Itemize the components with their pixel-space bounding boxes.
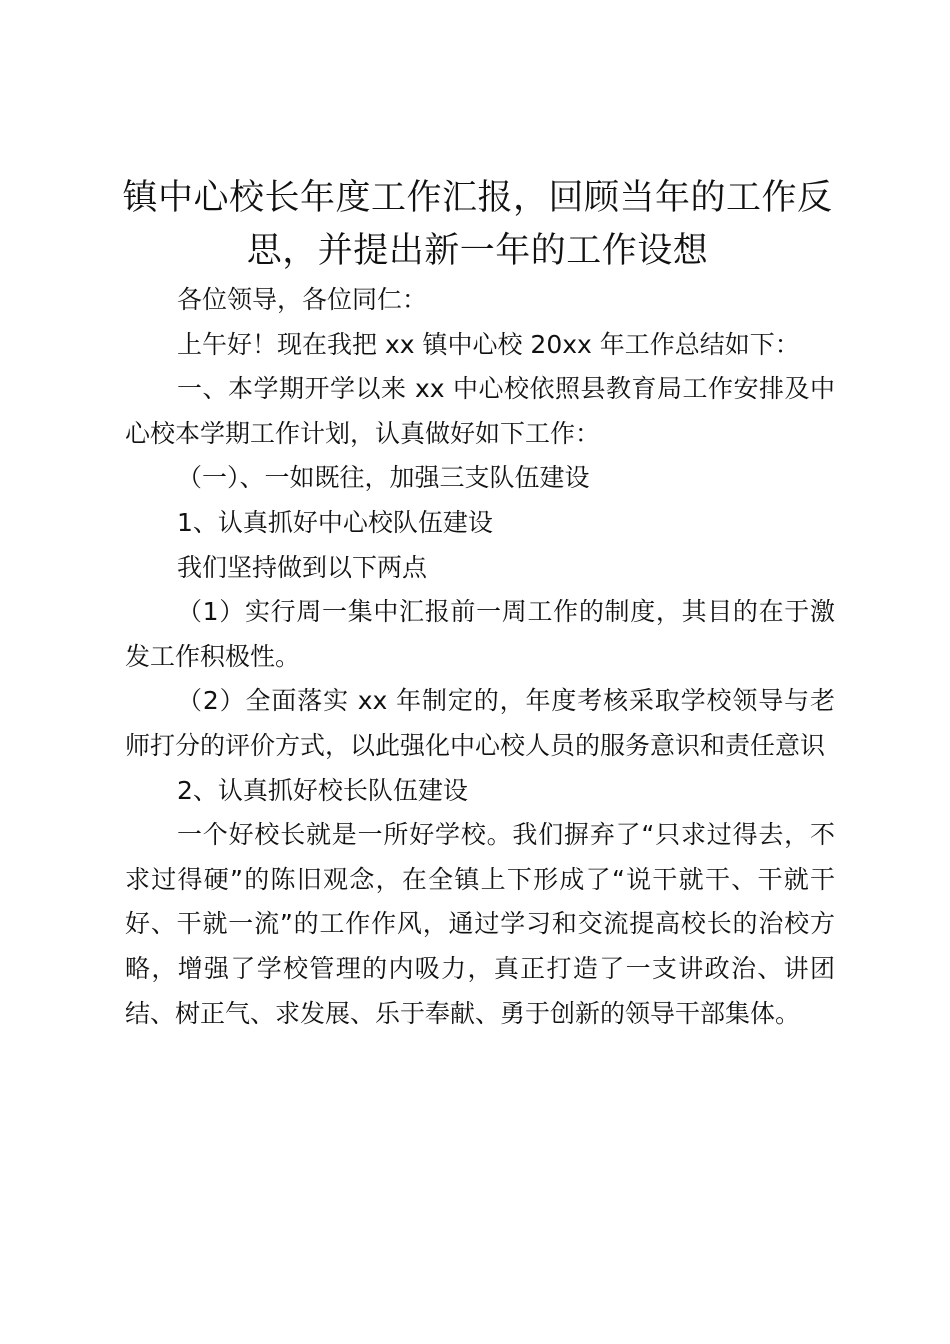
paragraph-two-points: 我们坚持做到以下两点 [177,552,428,582]
paragraph-item-one: 1、认真抓好中心校队伍建设 [177,507,493,537]
paragraph-point-one: （1）实行周一集中汇报前一周工作的制度，其目的在于激发工作积极性。 [125,597,835,671]
paragraph-point-two: （2）全面落实 xx 年制定的，年度考核采取学校领导与老师打分的评价方式，以此强化中心校人员的服务意识和责任意识 [125,686,835,760]
paragraph-principal-team: 一个好校长就是一所好学校。我们摒弃了“只求过得去，不求过得硬”的陈旧观念，在全镇上下形成了“说干就干、干就干好、干就一流”的工作作风，通过学习和交流提高校长的治校方略，增强了学校管理的内吸力，真正打造了一支讲政治、讲团结、树正气、求发展、乐于奉献、勇于创新的领导干部集体。 [125,820,835,1028]
document-body [125,278,835,1036]
paragraph-subsection-one: （一）、一如既往，加强三支队伍建设 [177,463,590,493]
document-title: 镇中心校长年度工作汇报，回顾当年的工作反思，并提出新一年的工作设想 [122,178,833,271]
paragraph-opening: 上午好！现在我把 xx 镇中心校 20xx 年工作总结如下： [177,329,800,359]
paragraph-greeting: 各位领导，各位同仁： [177,285,428,314]
paragraph-section-one: 一、本学期开学以来 xx 中心校依照县教育局工作安排及中心校本学期工作计划，认真做好如下工作： [125,374,835,448]
paragraph-item-two: 2、认真抓好校长队伍建设 [177,775,468,805]
